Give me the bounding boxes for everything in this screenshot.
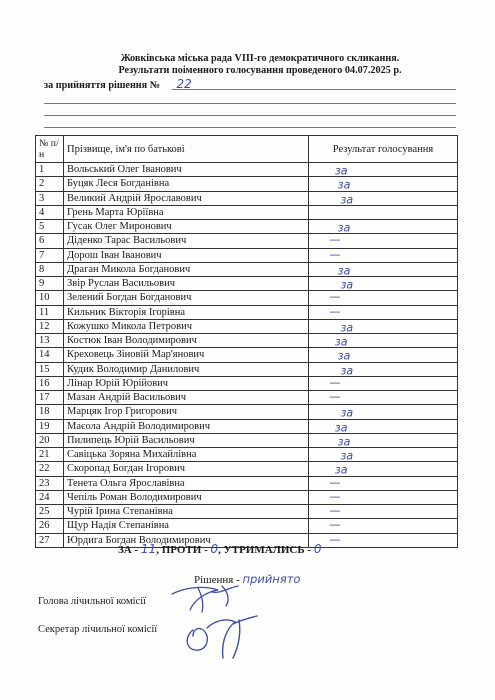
vote-result (309, 348, 458, 362)
vote-result (309, 163, 458, 177)
row-number: 23 (36, 476, 64, 490)
deputy-name: Юрдига Богдан Володимирович (64, 533, 309, 547)
vote-result (309, 405, 458, 419)
vote-za-mark (309, 420, 457, 433)
row-number: 17 (36, 391, 64, 405)
deputy-name: Мазан Андрій Васильович (64, 391, 309, 405)
table-row (36, 220, 458, 234)
vote-dash-mark (309, 377, 457, 390)
deputy-name: Великий Андрій Ярославович (64, 191, 309, 205)
deputy-name: Кильник Вікторія Ігорівна (64, 305, 309, 319)
deputy-name: Марцяк Ігор Григорович (64, 405, 309, 419)
secretary-signature-image (175, 606, 265, 666)
vote-za-mark (309, 462, 457, 475)
deputy-name: Діденко Тарас Васильович (64, 234, 309, 248)
za-count: 11 (140, 542, 157, 556)
deputy-name: Савіцька Зоряна Михайлівна (64, 448, 309, 462)
deputy-name: Грень Марта Юріївна (64, 205, 309, 219)
vote-dash-mark (309, 249, 457, 262)
table-row (36, 205, 458, 219)
row-number: 13 (36, 334, 64, 348)
row-number: 12 (36, 319, 64, 333)
row-number: 11 (36, 305, 64, 319)
head-of-commission-label: Голова лічильної комісії (38, 596, 147, 607)
subject-blank-line-1 (44, 103, 456, 104)
table-row (36, 163, 458, 177)
vote-dash-mark (309, 534, 457, 547)
za-label: ЗА - (118, 544, 139, 556)
row-number: 8 (36, 262, 64, 276)
deputy-name: Кожушко Микола Петрович (64, 319, 309, 333)
table-row (36, 448, 458, 462)
row-number: 24 (36, 490, 64, 504)
vote-dash-text: — (329, 532, 341, 546)
vote-za-mark (309, 363, 457, 376)
row-number: 9 (36, 277, 64, 291)
row-number: 19 (36, 419, 64, 433)
subject-underline (172, 89, 456, 90)
roll-call-table (35, 135, 458, 548)
deputy-name: Драган Микола Богданович (64, 262, 309, 276)
row-number: 26 (36, 519, 64, 533)
deputy-name: Чепіль Роман Володимирович (64, 490, 309, 504)
row-number: 2 (36, 177, 64, 191)
vote-result (309, 262, 458, 276)
vote-dash-mark (309, 306, 457, 319)
row-number: 6 (36, 234, 64, 248)
table-row (36, 334, 458, 348)
deputy-name: Дорош Іван Іванович (64, 248, 309, 262)
vote-dash-text: — (329, 304, 341, 318)
vote-za-text: за (334, 463, 348, 477)
vote-za-text: за (340, 449, 354, 463)
council-title: Жовківська міська рада VIII-го демократичного скликання. (120, 53, 400, 64)
vote-result (309, 177, 458, 191)
vote-za-mark (309, 277, 457, 290)
secretary-of-commission-label: Секретар лічильної комісії (38, 624, 158, 635)
table-row (36, 433, 458, 447)
vote-za-mark (309, 263, 457, 276)
vote-result (309, 305, 458, 319)
deputy-name: Вольський Олег Іванович (64, 163, 309, 177)
vote-result (309, 533, 458, 547)
vote-result (309, 277, 458, 291)
vote-za-mark (309, 192, 457, 205)
deputy-name: Скоропад Богдан Ігорович (64, 462, 309, 476)
vote-za-text: за (334, 420, 348, 434)
vote-za-text: за (340, 363, 354, 377)
row-number: 14 (36, 348, 64, 362)
vote-result (309, 433, 458, 447)
vote-za-text: за (337, 349, 351, 363)
vote-result (309, 191, 458, 205)
subject-prefix: за прийняття рішення № (44, 80, 160, 91)
deputy-name: Маєола Андрій Володимирович (64, 419, 309, 433)
vote-za-mark (309, 348, 457, 361)
vote-za-text: за (337, 178, 351, 192)
decision-number-handwritten: 22 (176, 77, 192, 91)
deputy-name: Пилипець Юрій Васильович (64, 433, 309, 447)
table-row (36, 262, 458, 276)
vote-za-text: за (340, 192, 354, 206)
vote-result (309, 362, 458, 376)
header-result: Результат голосування (309, 136, 458, 163)
vote-result (309, 448, 458, 462)
vote-dash-text: — (329, 376, 341, 390)
deputy-name: Зелений Богдан Богданович (64, 291, 309, 305)
table-row (36, 419, 458, 433)
row-number: 22 (36, 462, 64, 476)
vote-dash-text: — (329, 475, 341, 489)
row-number: 25 (36, 505, 64, 519)
table-row (36, 505, 458, 519)
row-number: 4 (36, 205, 64, 219)
row-number: 16 (36, 376, 64, 390)
table-row (36, 391, 458, 405)
table-header-row (36, 136, 458, 163)
vote-result (309, 505, 458, 519)
vote-result (309, 319, 458, 333)
decision-subject (44, 77, 192, 91)
table-row (36, 277, 458, 291)
table-row (36, 177, 458, 191)
table-row (36, 376, 458, 390)
deputy-name: Кудик Володимир Данилович (64, 362, 309, 376)
proty-count: 0 (210, 542, 219, 556)
table-row (36, 348, 458, 362)
vote-dash-text: — (329, 504, 341, 518)
deputy-name: Буцяк Леся Богданівна (64, 177, 309, 191)
row-number: 5 (36, 220, 64, 234)
vote-za-mark (309, 163, 457, 176)
vote-dash-mark (309, 505, 457, 518)
row-number: 15 (36, 362, 64, 376)
table-row (36, 291, 458, 305)
deputy-name: Костюк Іван Володимирович (64, 334, 309, 348)
decision-value-handwritten: прийнято (242, 572, 301, 586)
vote-result (309, 334, 458, 348)
deputy-name: Чурій Ірина Степанівна (64, 505, 309, 519)
voting-results-title: Результати поіменного голосування проведеного 04.07.2025 р. (118, 65, 402, 76)
table-row (36, 519, 458, 533)
vote-result (309, 476, 458, 490)
vote-dash-text: — (329, 390, 341, 404)
subject-blank-line-2 (44, 115, 456, 116)
vote-za-mark (309, 434, 457, 447)
vote-dash-text: — (329, 290, 341, 304)
utrym-label: , УТРИМАЛИСЬ - (218, 544, 312, 556)
table-row (36, 191, 458, 205)
vote-za-text: за (340, 320, 354, 335)
vote-result (309, 291, 458, 305)
vote-za-mark (309, 320, 457, 333)
vote-result (309, 419, 458, 433)
table-row (36, 476, 458, 490)
subject-blank-line-3 (44, 127, 456, 128)
table-row (36, 319, 458, 333)
vote-za-text: за (340, 406, 354, 420)
vote-dash-text: — (329, 518, 341, 532)
utrym-count: 0 (313, 542, 322, 556)
header-name: Прізвище, ім'я по батькові (64, 136, 309, 163)
table-row (36, 490, 458, 504)
table-row (36, 462, 458, 476)
vote-za-text: за (337, 434, 351, 449)
deputy-name: Щур Надія Степанівна (64, 519, 309, 533)
vote-dash-text: — (329, 490, 341, 504)
vote-za-mark (309, 220, 457, 233)
deputy-name: Тенета Ольга Ярославівна (64, 476, 309, 490)
table-row (36, 248, 458, 262)
row-number: 27 (36, 533, 64, 547)
vote-result (309, 205, 458, 219)
vote-result (309, 490, 458, 504)
vote-dash-text: — (329, 233, 341, 247)
table-row (36, 234, 458, 248)
vote-dash-mark (309, 234, 457, 247)
vote-totals (118, 542, 321, 556)
table-row (36, 305, 458, 319)
vote-za-mark (309, 405, 457, 418)
proty-label: , ПРОТИ - (156, 544, 208, 556)
decision-label: Рішення - (194, 574, 240, 586)
vote-za-text: за (337, 263, 351, 278)
vote-result (309, 519, 458, 533)
vote-za-mark (309, 334, 457, 347)
deputy-name: Лінар Юрій Юрійович (64, 376, 309, 390)
vote-za-text: за (334, 164, 348, 178)
table-row (36, 362, 458, 376)
vote-za-mark (309, 177, 457, 190)
header-number: № п/н (36, 136, 64, 163)
vote-za-mark (309, 448, 457, 461)
vote-dash-text: — (329, 247, 341, 261)
vote-result (309, 220, 458, 234)
vote-za-text: за (340, 278, 354, 292)
vote-za-text: за (337, 221, 351, 235)
deputy-name: Креховець Зіновій Мар'янович (64, 348, 309, 362)
vote-dash-mark (309, 291, 457, 304)
vote-dash-mark (309, 491, 457, 504)
deputy-name: Звір Руслан Васильович (64, 277, 309, 291)
vote-result (309, 376, 458, 390)
vote-za-text: за (334, 335, 348, 349)
row-number: 20 (36, 433, 64, 447)
vote-result (309, 248, 458, 262)
row-number: 3 (36, 191, 64, 205)
deputy-name: Гусак Олег Миронович (64, 220, 309, 234)
vote-result (309, 462, 458, 476)
row-number: 1 (36, 163, 64, 177)
row-number: 7 (36, 248, 64, 262)
row-number: 18 (36, 405, 64, 419)
row-number: 10 (36, 291, 64, 305)
vote-dash-mark (309, 477, 457, 490)
row-number: 21 (36, 448, 64, 462)
vote-result (309, 234, 458, 248)
vote-dash-mark (309, 519, 457, 532)
vote-dash-mark (309, 391, 457, 404)
table-row (36, 405, 458, 419)
vote-result (309, 391, 458, 405)
